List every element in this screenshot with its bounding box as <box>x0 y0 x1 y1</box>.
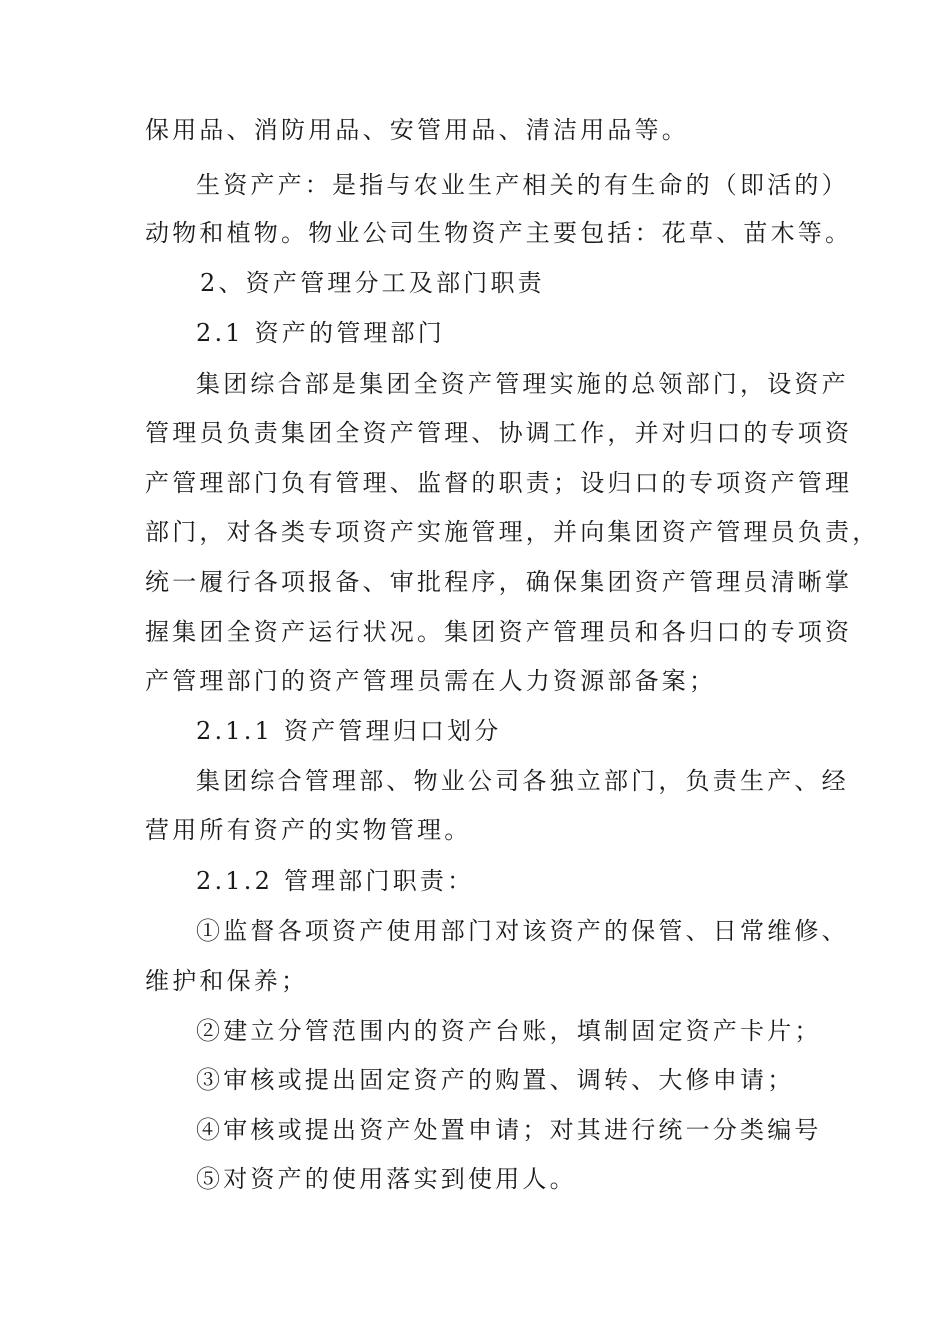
subsection-heading: 2.1.2 管理部门职责： <box>196 867 475 895</box>
list-item: ③审核或提出固定资产的购置、调转、大修申请； <box>196 1066 795 1094</box>
list-item: ②建立分管范围内的资产台账，填制固定资产卡片； <box>196 1017 822 1045</box>
text-line: 动物和植物。物业公司生物资产主要包括：花草、苗木等。 <box>145 219 853 247</box>
subsection-heading: 2.1.1 资产管理归口划分 <box>196 717 502 745</box>
text-line: 部门，对各类专项资产实施管理，并向集团资产管理员负责， <box>145 518 880 546</box>
text-line: 握集团全资产运行状况。集团资产管理员和各归口的专项资 <box>145 618 853 646</box>
list-item: ④审核或提出资产处置申请；对其进行统一分类编号 <box>196 1116 822 1144</box>
text-line: 生资产产：是指与农业生产相关的有生命的（即活的） <box>196 171 849 199</box>
subsection-heading: 2.1 资产的管理部门 <box>196 319 445 347</box>
list-item: ⑤对资产的使用落实到使用人。 <box>196 1165 577 1193</box>
text-line: 保用品、消防用品、安管用品、清洁用品等。 <box>145 116 689 144</box>
section-heading: 2、资产管理分工及部门职责 <box>200 269 545 297</box>
text-line: 集团综合管理部、物业公司各独立部门，负责生产、经 <box>196 767 849 795</box>
text-line: 集团综合部是集团全资产管理实施的总领部门，设资产 <box>196 370 849 398</box>
text-line: 统一履行各项报备、审批程序，确保集团资产管理员清晰掌 <box>145 568 853 596</box>
text-line: 维护和保养； <box>145 967 309 995</box>
text-line: 产管理部门的资产管理员需在人力资源部备案； <box>145 667 717 695</box>
text-line: 产管理部门负有管理、监督的职责；设归口的专项资产管理 <box>145 469 853 497</box>
text-line: 营用所有资产的实物管理。 <box>145 816 472 844</box>
list-item: ①监督各项资产使用部门对该资产的保管、日常维修、 <box>196 917 849 945</box>
text-line: 管理员负责集团全资产管理、协调工作，并对归口的专项资 <box>145 419 853 447</box>
